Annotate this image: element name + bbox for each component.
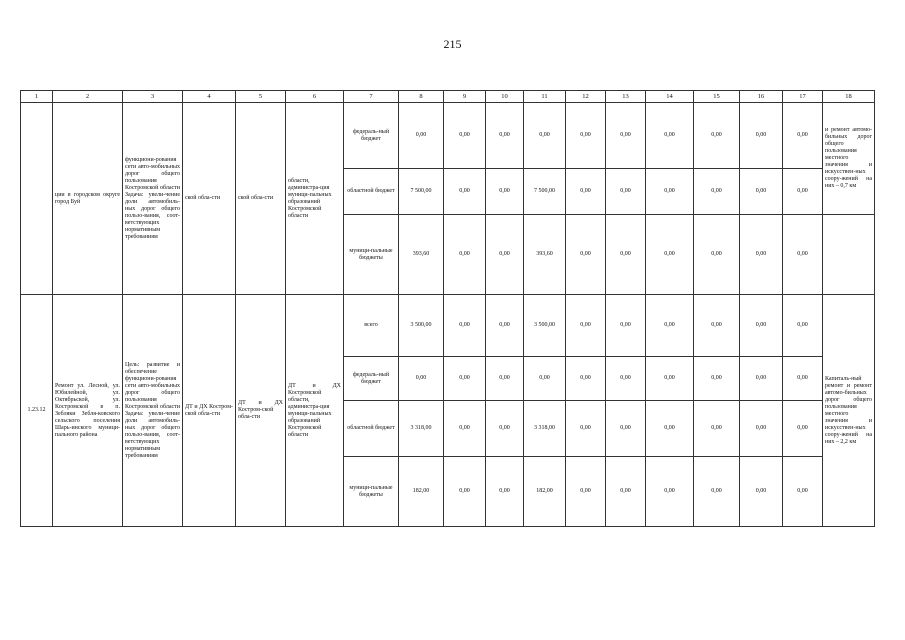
item-result-cell: Капиталь-ный ремонт и ремонт автомо-бильных дорог общего пользования местного значения и искусствен-ных соору-жений на них – 2,2 км <box>823 295 875 527</box>
column-number: 4 <box>183 91 236 103</box>
value-cell: 393,60 <box>399 215 444 295</box>
value-cell: 0,00 <box>444 457 486 527</box>
value-cell: 0,00 <box>694 401 740 457</box>
value-cell: 182,00 <box>399 457 444 527</box>
value-cell: 7 500,00 <box>524 169 566 215</box>
item-number-cell: 1.23.12 <box>21 295 53 527</box>
value-cell: 0,00 <box>606 401 646 457</box>
value-cell: 0,00 <box>694 295 740 357</box>
value-cell: 0,00 <box>486 215 524 295</box>
value-cell: 0,00 <box>783 401 823 457</box>
value-cell: 0,00 <box>566 457 606 527</box>
item-participants-cell: ДТ и ДХ Костромской области, администра-ция муници-пальных образований Костромской области <box>286 295 344 527</box>
value-cell: 0,00 <box>444 215 486 295</box>
table-row <box>21 103 875 169</box>
column-number: 15 <box>694 91 740 103</box>
value-cell: 0,00 <box>566 295 606 357</box>
column-number: 1 <box>21 91 53 103</box>
value-cell: 3 318,00 <box>399 401 444 457</box>
column-number: 10 <box>486 91 524 103</box>
column-number: 13 <box>606 91 646 103</box>
value-cell: 182,00 <box>524 457 566 527</box>
item-result-cell: и ремонт автомо-бильных дорог общего пользования местного значения и искусствен-ных соору-жений на них – 0,7 км <box>823 103 875 215</box>
value-cell: 3 318,00 <box>524 401 566 457</box>
column-number: 16 <box>740 91 783 103</box>
table-row <box>21 295 875 357</box>
page-number: 215 <box>443 37 462 51</box>
value-cell: 0,00 <box>740 457 783 527</box>
value-cell: 0,00 <box>694 215 740 295</box>
value-cell: 0,00 <box>566 103 606 169</box>
item-executor-cell: ской обла-сти <box>236 103 286 295</box>
value-cell: 0,00 <box>740 295 783 357</box>
value-cell: 0,00 <box>606 357 646 401</box>
value-cell: 0,00 <box>399 103 444 169</box>
value-cell: 0,00 <box>399 357 444 401</box>
value-cell: 0,00 <box>444 103 486 169</box>
value-cell: 0,00 <box>566 215 606 295</box>
finance-source-cell: муници-пальные бюджеты <box>344 215 399 295</box>
value-cell: 0,00 <box>694 169 740 215</box>
value-cell: 3 500,00 <box>399 295 444 357</box>
value-cell: 0,00 <box>524 357 566 401</box>
value-cell: 0,00 <box>444 401 486 457</box>
finance-source-cell: федераль-ный бюджет <box>344 357 399 401</box>
column-number: 2 <box>53 91 123 103</box>
value-cell: 0,00 <box>566 401 606 457</box>
value-cell: 0,00 <box>783 457 823 527</box>
value-cell: 0,00 <box>646 169 694 215</box>
value-cell: 0,00 <box>486 401 524 457</box>
value-cell: 0,00 <box>646 457 694 527</box>
value-cell: 0,00 <box>486 295 524 357</box>
finance-source-cell: муници-пальные бюджеты <box>344 457 399 527</box>
column-number: 14 <box>646 91 694 103</box>
item-name-cell: Ремонт ул. Лесной, ул. Юбилейной, ул. Октябрьской, ул. Костромской в п. Зебляки Зебля-ковского сельского поселения Шарь-инского муници-пального района <box>53 295 123 527</box>
item-responsible-cell: ской обла-сти <box>183 103 236 295</box>
value-cell: 0,00 <box>783 295 823 357</box>
column-number: 7 <box>344 91 399 103</box>
value-cell: 0,00 <box>694 103 740 169</box>
item-purpose-cell: Цель: развитие и обеспечение функциони-рования сети авто-мобильных дорог общего пользования Костромской области Задача: увели-чение доли автомобиль-ных дорог общего пользо-вания, соот-ветствующих нормативным требованиям <box>123 295 183 527</box>
value-cell: 0,00 <box>646 401 694 457</box>
finance-source-cell: федераль-ный бюджет <box>344 103 399 169</box>
value-cell: 0,00 <box>444 295 486 357</box>
value-cell: 0,00 <box>566 357 606 401</box>
value-cell: 0,00 <box>606 169 646 215</box>
value-cell: 0,00 <box>646 295 694 357</box>
value-cell: 0,00 <box>524 103 566 169</box>
value-cell: 0,00 <box>740 215 783 295</box>
value-cell: 0,00 <box>646 103 694 169</box>
value-cell: 0,00 <box>783 215 823 295</box>
empty-cell <box>823 215 875 295</box>
value-cell: 0,00 <box>646 357 694 401</box>
value-cell: 0,00 <box>783 357 823 401</box>
value-cell: 0,00 <box>486 169 524 215</box>
value-cell: 0,00 <box>783 169 823 215</box>
value-cell: 0,00 <box>444 357 486 401</box>
value-cell: 0,00 <box>740 401 783 457</box>
value-cell: 0,00 <box>740 103 783 169</box>
value-cell: 0,00 <box>740 169 783 215</box>
finance-source-cell: всего <box>344 295 399 357</box>
value-cell: 0,00 <box>486 357 524 401</box>
value-cell: 0,00 <box>566 169 606 215</box>
finance-source-cell: областной бюджет <box>344 401 399 457</box>
value-cell: 0,00 <box>606 215 646 295</box>
value-cell: 0,00 <box>606 103 646 169</box>
column-number: 11 <box>524 91 566 103</box>
column-number: 18 <box>823 91 875 103</box>
item-executor-cell: ДТ и ДХ Костром-ской обла-сти <box>236 295 286 527</box>
value-cell: 7 500,00 <box>399 169 444 215</box>
column-number: 6 <box>286 91 344 103</box>
item-name-cell: ции в городском округе город Буй <box>53 103 123 295</box>
item-responsible-cell: ДТ и ДХ Костром-ской обла-сти <box>183 295 236 527</box>
column-number: 3 <box>123 91 183 103</box>
column-number: 9 <box>444 91 486 103</box>
item-number-cell <box>21 103 53 295</box>
column-number: 17 <box>783 91 823 103</box>
column-number: 8 <box>399 91 444 103</box>
value-cell: 0,00 <box>486 103 524 169</box>
value-cell: 0,00 <box>606 457 646 527</box>
column-number-row <box>21 91 875 103</box>
value-cell: 0,00 <box>486 457 524 527</box>
budget-table <box>20 90 875 527</box>
value-cell: 0,00 <box>694 457 740 527</box>
value-cell: 393,60 <box>524 215 566 295</box>
value-cell: 0,00 <box>606 295 646 357</box>
value-cell: 3 500,00 <box>524 295 566 357</box>
item-purpose-cell: функциони-рования сети авто-мобильных дорог общего пользования Костромской области Задача: увели-чение доли автомобиль-ных дорог общего пользо-вания, соот-ветствующих нормативным требованиям <box>123 103 183 295</box>
column-number: 12 <box>566 91 606 103</box>
value-cell: 0,00 <box>444 169 486 215</box>
value-cell: 0,00 <box>783 103 823 169</box>
item-participants-cell: области, администра-ция муници-пальных образований Костромской области <box>286 103 344 295</box>
column-number: 5 <box>236 91 286 103</box>
value-cell: 0,00 <box>694 357 740 401</box>
finance-source-cell: областной бюджет <box>344 169 399 215</box>
value-cell: 0,00 <box>740 357 783 401</box>
value-cell: 0,00 <box>646 215 694 295</box>
